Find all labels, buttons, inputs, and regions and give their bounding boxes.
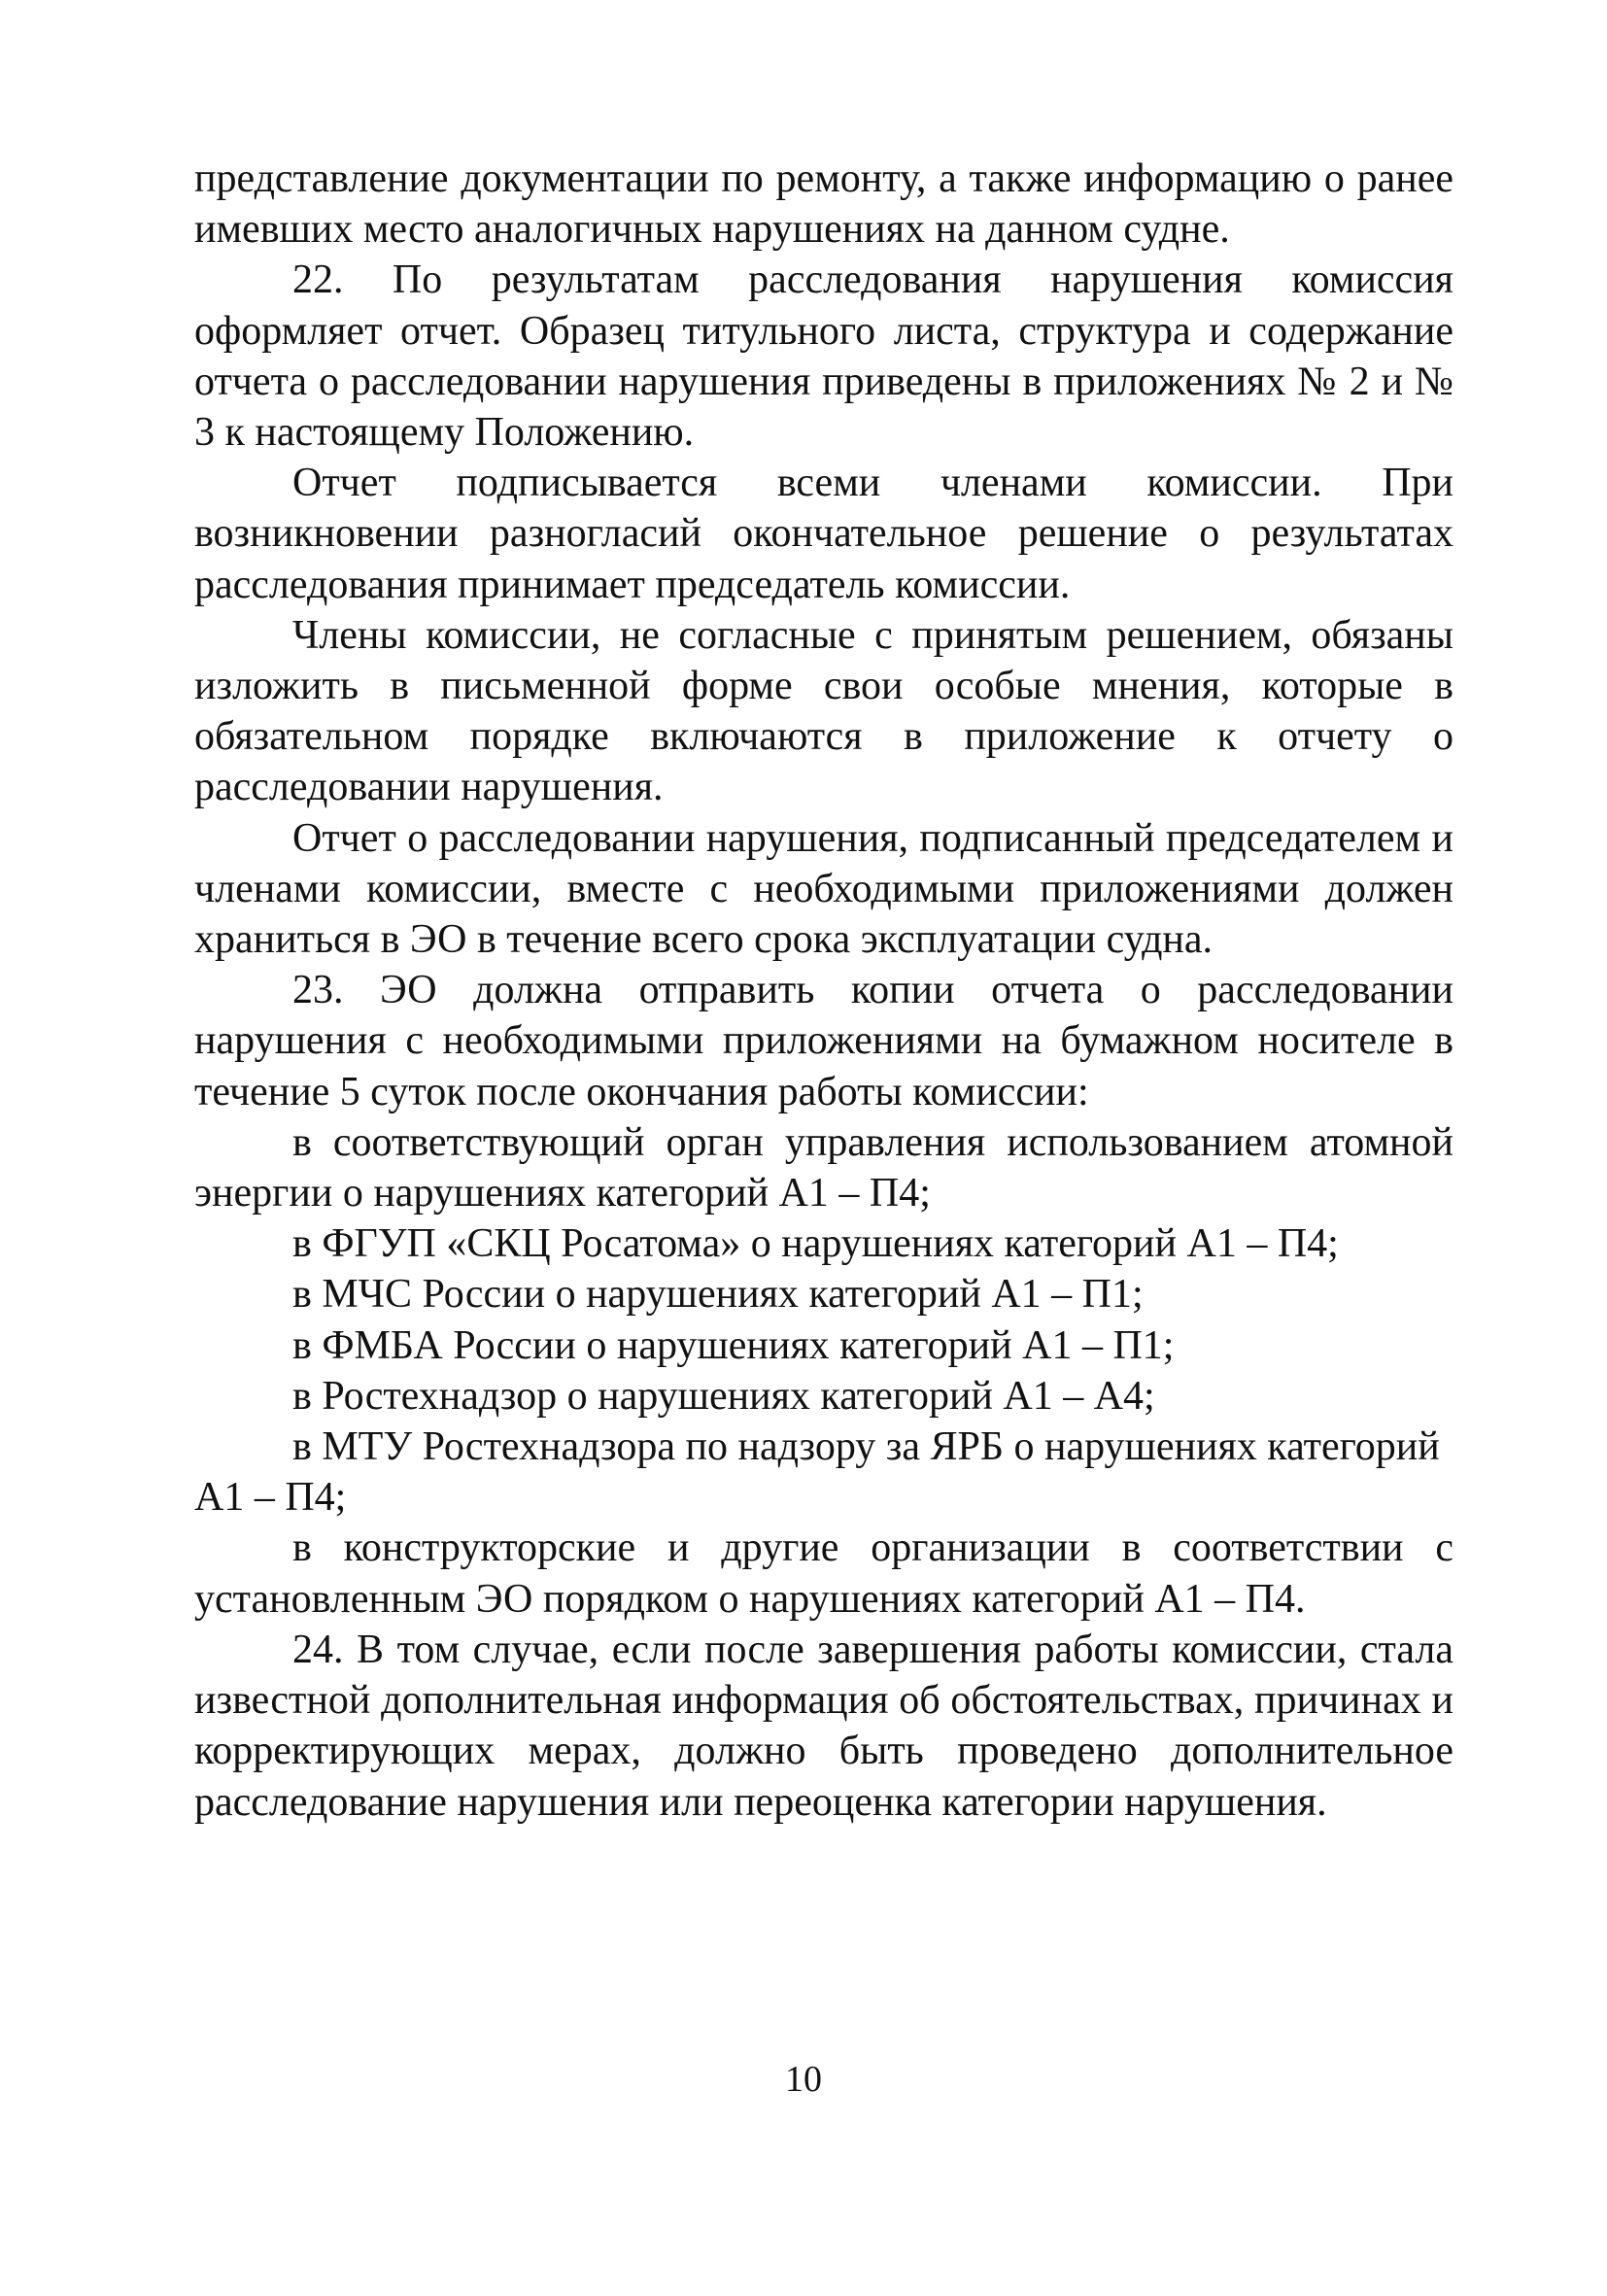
list-item-skc-rosatom: в ФГУП «СКЦ Росатома» о нарушениях категорий А1 – П4;	[292, 1221, 1339, 1267]
paragraph-continuation: представление документации по ремонту, а также информацию о ранее имевших место аналогичных нарушениях на данном судне.	[194, 156, 1453, 253]
list-item-mtu-categories: А1 – П4;	[194, 1475, 347, 1521]
list-item-regulatory-body: в соответствующий орган управления использованием атомной энергии о нарушениях категорий А1 – П4;	[194, 1119, 1453, 1217]
list-item-design-organizations: в конструкторские и другие организации в соответствии с установленным ЭО порядком о нарушениях категорий А1 – П4.	[194, 1525, 1453, 1622]
paragraph-dissenting-opinions: Члены комиссии, не согласные с принятым решением, обязаны изложить в письменной форме свои особые мнения, которые в обязательном порядке включаются в приложение к отчету о расследовании нарушения.	[194, 612, 1453, 810]
paragraph-24: 24. В том случае, если после завершения работы комиссии, стала известной дополнительная информация об обстоятельствах, причинах и корректирующих мерах, должно быть проведено дополнительное расследование нарушения или переоценка категории нарушения.	[194, 1627, 1453, 1825]
body-text	[194, 154, 1453, 1828]
paragraph-23: 23. ЭО должна отправить копии отчета о расследовании нарушения с необходимыми приложениями на бумажном носителе в течение 5 суток после окончания работы комиссии:	[194, 968, 1453, 1114]
paragraph-22: 22. По результатам расследования нарушения комиссия оформляет отчет. Образец титульного листа, структура и содержание отчета о расследовании нарушения приведены в приложениях № 2 и № 3 к настоящему Положению.	[194, 257, 1453, 456]
paragraph-report-storage: Отчет о расследовании нарушения, подписанный председателем и членами комиссии, вместе с необходимыми приложениями должен храниться в ЭО в течение всего срока эксплуатации судна.	[194, 815, 1453, 963]
list-item-fmba: в ФМБА России о нарушениях категорий А1 – П1;	[292, 1322, 1175, 1368]
list-item-rostekhnadzor: в Ростехнадзор о нарушениях категорий А1 – А4;	[292, 1373, 1155, 1419]
page-number: 10	[785, 2059, 822, 2100]
paragraph-report-signing: Отчет подписывается всеми членами комиссии. При возникновении разногласий окончательное решение о результатах расследования принимает председатель комиссии.	[194, 461, 1453, 607]
list-item-mchs: в МЧС России о нарушениях категорий А1 – П1;	[292, 1272, 1144, 1318]
list-item-mtu-rostekhnadzor: в МТУ Ростехнадзора по надзору за ЯРБ о нарушениях категорий	[292, 1424, 1440, 1470]
